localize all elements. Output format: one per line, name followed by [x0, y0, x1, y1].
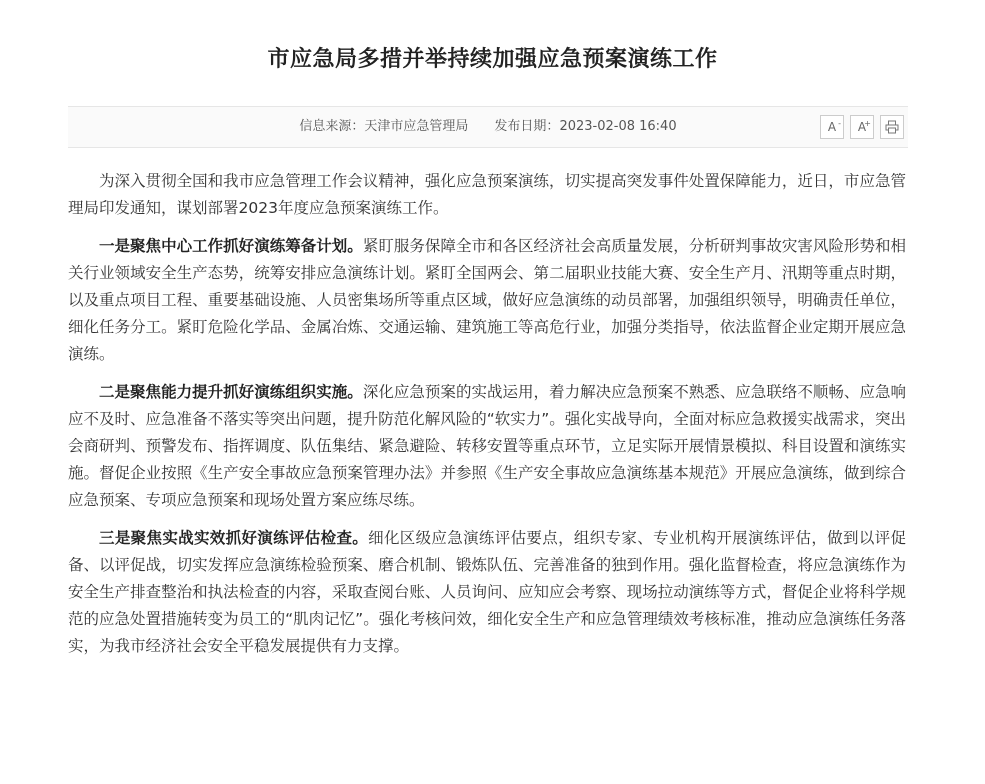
article-meta: [68, 107, 908, 147]
date-label: 发布日期：: [494, 119, 560, 134]
article-body: [68, 168, 906, 671]
paragraph-2: [68, 379, 906, 514]
paragraph-3: [68, 525, 906, 660]
paragraph-text: 紧盯服务保障全市和各区经济社会高质量发展，分析研判事故灾害风险形势和相关行业领域安全生产态势，统筹安排应急演练计划。紧盯全国两会、第二届职业技能大赛、安全生产月、汛期等重点时期，以及重点项目工程、重要基础设施、人员密集场所等重点区域，做好应急演练的动员部署，加强组织领导，明确责任单位，细化任务分工。紧盯危险化学品、金属冶炼、交通运输、建筑施工等高危行业，加强分类指导，依法监督企业定期开展应急演练。: [68, 237, 906, 363]
minus-icon: -: [838, 119, 841, 128]
article-meta-bar: [68, 106, 908, 148]
font-increase-icon: A: [857, 120, 867, 134]
article-tools: [814, 115, 904, 139]
paragraph-text: 深化应急预案的实战运用，着力解决应急预案不熟悉、应急联络不顺畅、应急响应不及时、应急准备不落实等突出问题，提升防范化解风险的“软实力”。强化实战导向，全面对标应急救援实战需求，突出会商研判、预警发布、指挥调度、队伍集结、紧急避险、转移安置等重点环节，立足实际开展情景模拟、科目设置和演练实施。督促企业按照《生产安全事故应急预案管理办法》并参照《生产安全事故应急演练基本规范》开展应急演练，做到综合应急预案、专项应急预案和现场处置方案应练尽练。: [68, 383, 906, 509]
date-value: 2023-02-08 16:40: [559, 119, 677, 134]
font-increase-button[interactable]: [850, 115, 874, 139]
font-decrease-icon: A: [827, 120, 837, 134]
paragraph-intro: [68, 168, 906, 222]
article-title: 市应急局多措并举持续加强应急预案演练工作: [267, 47, 718, 72]
paragraph-lead: 一是聚焦中心工作抓好演练筹备计划。: [99, 237, 363, 255]
source-label: 信息来源：: [299, 119, 365, 134]
paragraph-1: [68, 233, 906, 368]
print-button[interactable]: [880, 115, 904, 139]
paragraph-lead: 三是聚焦实战实效抓好演练评估检查。: [99, 529, 369, 547]
plus-icon: +: [864, 119, 871, 128]
source-value: 天津市应急管理局: [364, 119, 469, 134]
paragraph-text: 细化区级应急演练评估要点，组织专家、专业机构开展演练评估，做到以评促备、以评促战，切实发挥应急演练检验预案、磨合机制、锻炼队伍、完善准备的独到作用。强化监督检查，将应急演练作为安全生产排查整治和执法检查的内容，采取查阅台账、人员询问、应知应会考察、现场拉动演练等方式，督促企业将科学规范的应急处置措施转变为员工的“肌肉记忆”。强化考核问效，细化安全生产和应急管理绩效考核标准，推动应急演练任务落实，为我市经济社会安全平稳发展提供有力支撑。: [68, 529, 906, 655]
paragraph-lead: 二是聚焦能力提升抓好演练组织实施。: [99, 383, 363, 401]
font-decrease-button[interactable]: [820, 115, 844, 139]
paragraph-text: 为深入贯彻全国和我市应急管理工作会议精神，强化应急预案演练，切实提高突发事件处置保障能力，近日，市应急管理局印发通知，谋划部署2023年度应急预案演练工作。: [68, 172, 906, 217]
print-icon: [885, 120, 899, 134]
